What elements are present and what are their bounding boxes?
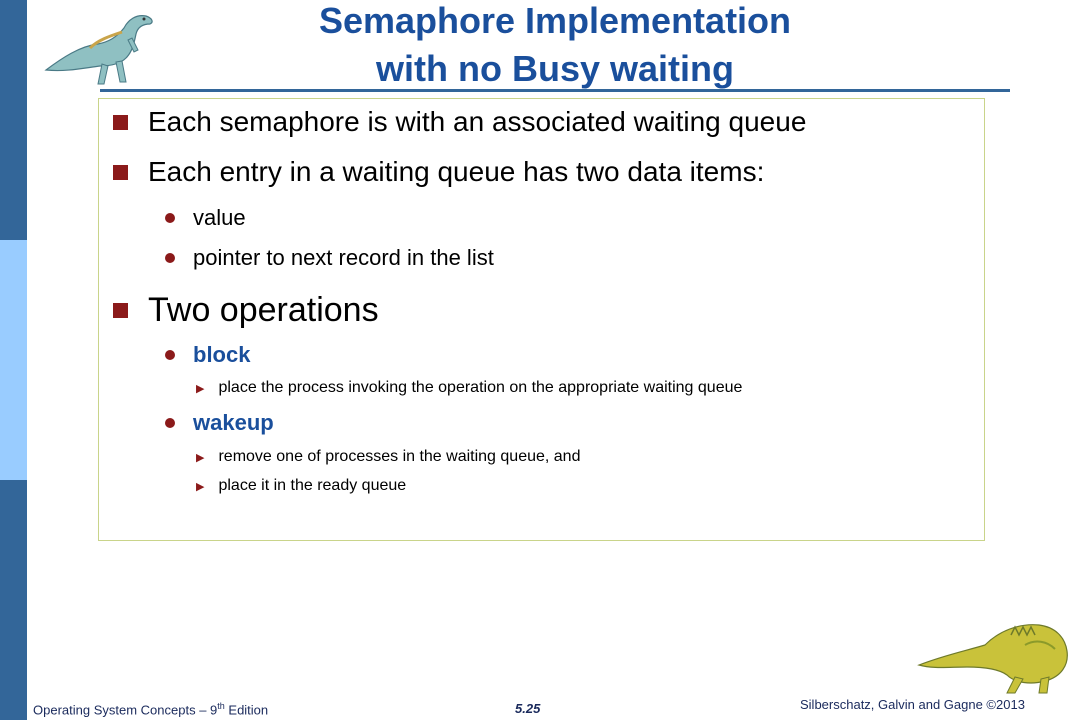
bullet-text: wakeup [193,410,274,435]
footer-superscript: th [217,701,225,711]
side-band-top [0,0,27,240]
footer-book-title-main: Operating System Concepts – 9 [33,702,218,718]
square-bullet-icon [113,303,128,318]
bullet-text: remove one of processes in the waiting queue, and [218,448,581,465]
round-bullet-icon [165,253,175,263]
bullet-level2 [165,205,246,231]
round-bullet-icon [165,350,175,360]
round-bullet-icon [165,213,175,223]
square-bullet-icon [113,165,128,180]
title-line-1: Semaphore Implementation [318,0,792,41]
bullet-text: value [193,205,246,230]
bullet-level2 [165,342,250,368]
bullet-level2 [165,245,494,271]
bullet-level1 [113,156,764,188]
round-bullet-icon [165,418,175,428]
bullet-text: Each semaphore is with an associated waiting queue [148,106,807,137]
triangle-bullet-icon: ▶ [196,480,205,493]
bullet-level3 [196,477,406,495]
title-line-2: with no Busy waiting [376,48,734,89]
bullet-text: block [193,342,251,367]
bullet-text: Two operations [148,291,379,329]
bullet-text: place it in the ready queue [218,477,407,494]
footer-book-title [33,701,268,717]
dinosaur-icon [915,615,1075,695]
side-band-middle [0,240,27,480]
bullet-text: Each entry in a waiting queue has two data items: [148,156,765,187]
bullet-level3 [196,448,580,466]
bullet-text: pointer to next record in the list [193,245,494,270]
bullet-text: place the process invoking the operation on the appropriate waiting queue [218,379,743,396]
bullet-level1 [113,106,806,138]
bullet-level3 [196,379,742,397]
bullet-level2 [165,410,274,436]
triangle-bullet-icon: ▶ [196,451,205,464]
footer-copyright: Silberschatz, Galvin and Gagne ©2013 [800,697,1025,712]
slide-title [100,0,1010,93]
slide-number: 5.25 [515,701,541,716]
square-bullet-icon [113,115,128,130]
bullet-level1 [113,291,379,330]
title-underline [100,89,1010,92]
footer-book-title-edition: Edition [224,702,269,718]
triangle-bullet-icon: ▶ [196,382,205,395]
side-band-bottom [0,480,27,720]
